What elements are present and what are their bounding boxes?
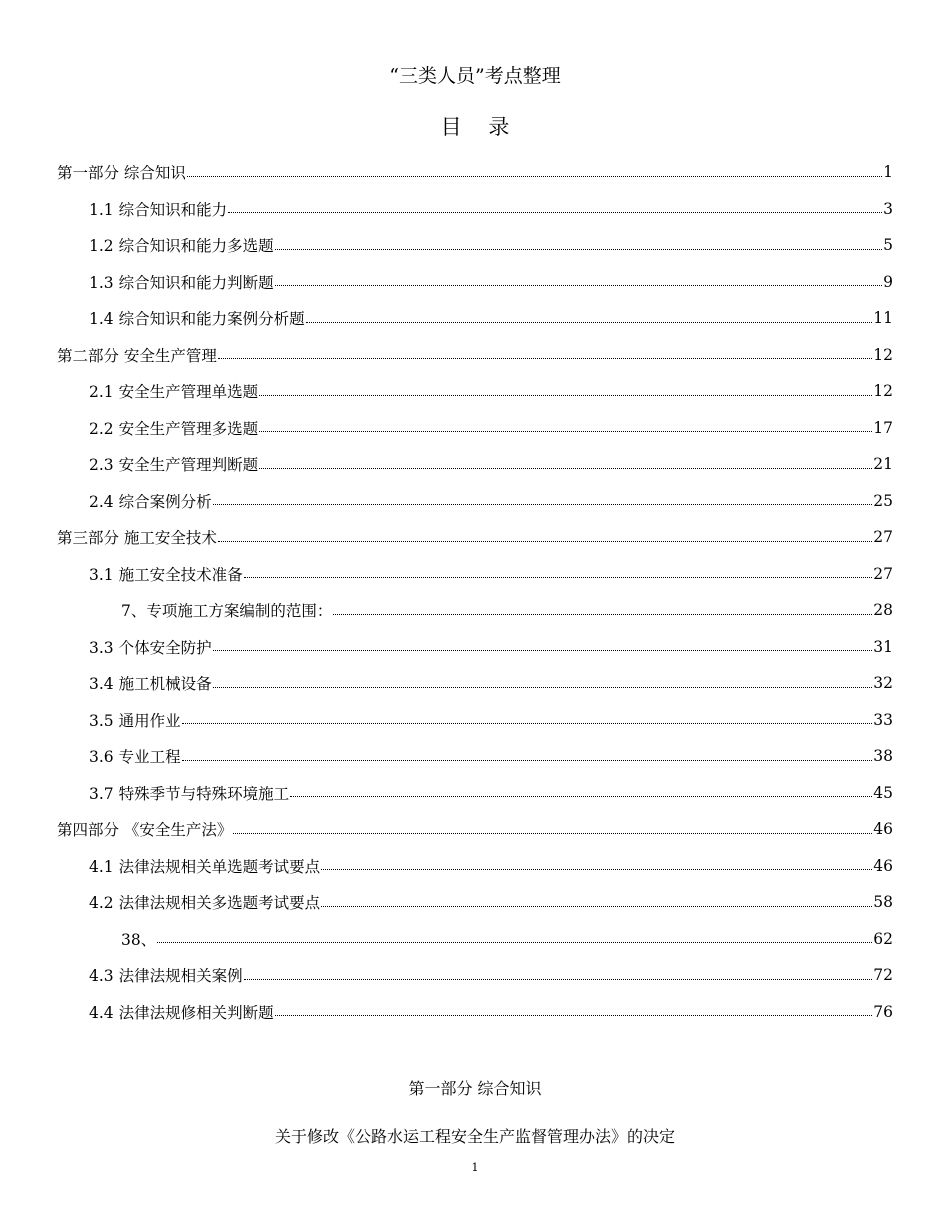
toc-dot-leader [182, 760, 873, 761]
toc-entry-label: 4.4 法律法规修相关判断题 [89, 1003, 274, 1022]
toc-entry-page: 12 [873, 382, 893, 400]
toc-entry-page: 46 [873, 856, 893, 875]
toc-entry-page: 27 [873, 528, 893, 546]
toc-entry-page: 25 [873, 491, 893, 510]
toc-entry-label: 4.1 法律法规相关单选题考试要点 [89, 857, 321, 876]
toc-dot-leader [157, 942, 872, 943]
toc-dot-leader [213, 650, 873, 651]
toc-entry-label: 3.4 施工机械设备 [89, 675, 212, 693]
toc-dot-leader [228, 212, 882, 213]
toc-entry-page: 11 [873, 309, 893, 327]
toc-entry[interactable] [89, 702, 893, 738]
toc-entry-label: 第三部分 施工安全技术 [57, 529, 217, 547]
toc-entry-label: 2.3 安全生产管理判断题 [89, 456, 259, 474]
toc-entry-page: 3 [883, 199, 893, 218]
toc-entry-label: 2.1 安全生产管理单选题 [89, 383, 259, 401]
toc-entry-page: 38 [873, 747, 893, 765]
document-title: “三类人员”考点整理 [389, 65, 561, 87]
toc-dot-leader [259, 468, 872, 469]
toc-entry-label: 3.7 特殊季节与特殊环境施工 [89, 784, 290, 803]
decision-title: 关于修改《公路水运工程安全生产监督管理办法》的决定 [274, 1127, 675, 1146]
toc-entry-page: 31 [873, 637, 893, 656]
toc-entry-page: 17 [873, 418, 893, 437]
toc-entry[interactable] [89, 300, 893, 336]
toc-entry-page: 1 [883, 163, 893, 181]
toc-entry-label: 第二部分 安全生产管理 [57, 346, 217, 365]
toc-entry[interactable] [121, 921, 893, 957]
toc-entry[interactable] [89, 994, 893, 1030]
toc-entry[interactable] [89, 373, 893, 409]
toc-dot-leader [259, 395, 872, 396]
page-number: 1 [471, 1161, 479, 1174]
toc-dot-leader [290, 796, 872, 797]
toc-dot-leader [218, 541, 872, 542]
toc-entry[interactable] [57, 811, 893, 847]
toc-dot-leader [306, 322, 873, 323]
toc-entry[interactable] [57, 519, 893, 555]
toc-entry-page: 76 [873, 1002, 893, 1021]
toc-entry-label: 第四部分 《安全生产法》 [57, 821, 233, 839]
toc-entry-label: 2.4 综合案例分析 [89, 492, 212, 511]
toc-entry[interactable] [89, 483, 893, 519]
toc-dot-leader [275, 1015, 873, 1016]
toc-entry[interactable] [57, 154, 893, 190]
toc-entry-page: 28 [873, 601, 893, 619]
toc-entry-label: 1.1 综合知识和能力 [89, 200, 228, 219]
toc-entry[interactable] [89, 629, 893, 665]
toc-entry[interactable] [89, 446, 893, 482]
toc-entry[interactable] [89, 957, 893, 993]
toc-entry-page: 12 [873, 345, 893, 364]
toc-dot-leader [244, 979, 873, 980]
toc-entry[interactable] [89, 191, 893, 227]
toc-dot-leader [321, 906, 872, 907]
toc-entry-page: 21 [873, 455, 893, 473]
toc-entry-page: 32 [873, 674, 893, 692]
toc-entry-page: 33 [873, 710, 893, 729]
toc-entry[interactable] [57, 337, 893, 373]
toc-entry-label: 第一部分 综合知识 [57, 164, 186, 182]
toc-entry[interactable] [89, 884, 893, 920]
toc-entry[interactable] [121, 592, 893, 628]
toc-dot-leader [244, 577, 873, 578]
toc-entry-label: 3.3 个体安全防护 [89, 638, 212, 657]
toc-dot-leader [218, 358, 872, 359]
section-heading: 第一部分 综合知识 [408, 1079, 542, 1098]
toc-entry[interactable] [89, 848, 893, 884]
toc-entry-page: 27 [873, 564, 893, 583]
toc-dot-leader [275, 249, 883, 250]
toc-entry[interactable] [89, 227, 893, 263]
toc-entry-label: 38、 [121, 930, 157, 949]
toc-entry[interactable] [89, 738, 893, 774]
toc-entry[interactable] [89, 556, 893, 592]
toc-dot-leader [213, 504, 873, 505]
toc-entry[interactable] [89, 410, 893, 446]
toc-entry-page: 62 [873, 929, 893, 948]
toc-entry-page: 58 [873, 893, 893, 911]
toc-entry-label: 3.6 专业工程 [89, 748, 181, 766]
toc-dot-leader [187, 176, 882, 177]
toc-dot-leader [213, 687, 873, 688]
toc-entry-page: 9 [883, 272, 893, 291]
toc-dot-leader [321, 869, 872, 870]
toc-entry-label: 1.2 综合知识和能力多选题 [89, 237, 274, 255]
toc-entry-label: 2.2 安全生产管理多选题 [89, 419, 259, 438]
toc-entry-page: 46 [873, 820, 893, 838]
toc-entry-label: 3.5 通用作业 [89, 711, 181, 730]
toc-heading: 目 录 [440, 115, 520, 139]
toc-entry-page: 72 [873, 966, 893, 984]
toc-dot-leader [182, 723, 873, 724]
toc-entry-page: 5 [883, 236, 893, 254]
toc-entry-page: 45 [873, 783, 893, 802]
toc-entry[interactable] [89, 665, 893, 701]
toc-dot-leader [333, 614, 872, 615]
toc-entry-label: 4.2 法律法规相关多选题考试要点 [89, 894, 321, 912]
toc-entry-label: 3.1 施工安全技术准备 [89, 565, 243, 584]
toc-dot-leader [275, 285, 883, 286]
toc-entry-label: 4.3 法律法规相关案例 [89, 967, 243, 985]
toc-entry[interactable] [89, 775, 893, 811]
toc-entry[interactable] [89, 264, 893, 300]
toc-dot-leader [233, 833, 872, 834]
toc-dot-leader [259, 431, 872, 432]
toc-entry-label: 1.3 综合知识和能力判断题 [89, 273, 274, 292]
toc-entry-label: 7、专项施工方案编制的范围： [121, 602, 333, 620]
toc-entry-label: 1.4 综合知识和能力案例分析题 [89, 310, 305, 328]
